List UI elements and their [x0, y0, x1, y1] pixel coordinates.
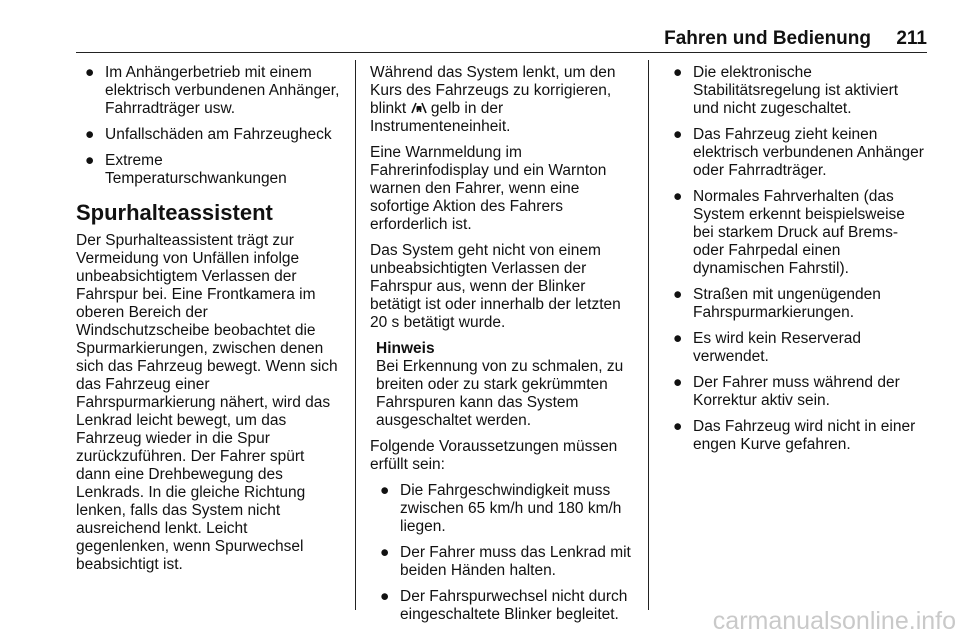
- list-item: ● Normales Fahrverhalten (das System erkennt beispielsweise bei starkem Druck auf Brems- oder Fahrpedal einen dynamischen Fahrstil).: [673, 188, 905, 277]
- header-rule: [76, 52, 927, 53]
- body-paragraph: Während das System lenkt, um den Kurs des Fahrzeugs zu korrigieren, blinkt gelb in der Instrumenteneinheit.: [370, 64, 616, 135]
- list-item: ● Unfallschäden am Fahrzeugheck: [85, 126, 332, 143]
- column-divider-2: [648, 60, 649, 610]
- bullet: ●: [673, 188, 683, 205]
- list-item: ● Der Fahrer muss das Lenkrad mit beiden Händen halten.: [380, 544, 631, 579]
- body-paragraph: Das System geht nicht von einem unbeabsichtigten Verlassen der Fahrspur aus, wenn der Blinker betätigt ist oder innerhalb der letzten 20 s betätigt wurde.: [370, 242, 621, 331]
- list-item: ● Straßen mit ungenügenden Fahrspurmarkierungen.: [673, 286, 881, 321]
- bullet: ●: [85, 126, 95, 143]
- list-item: ● Extreme Temperaturschwankungen: [85, 152, 287, 187]
- body-paragraph: Folgende Voraussetzungen müssen erfüllt sein:: [370, 438, 618, 473]
- bullet: ●: [380, 588, 390, 605]
- bullet: ●: [673, 330, 683, 347]
- bullet: ●: [673, 126, 683, 143]
- list-item: ● Die Fahrgeschwindigkeit muss zwischen 65 km/h und 180 km/h liegen.: [380, 482, 622, 535]
- section-heading: Spurhalteassistent: [76, 200, 273, 225]
- column-1: [76, 64, 342, 582]
- bullet: ●: [380, 544, 390, 561]
- page-header: [76, 28, 927, 52]
- note-heading: Hinweis: [376, 340, 435, 357]
- list-item: ● Das Fahrzeug zieht keinen elektrisch verbundenen Anhänger oder Fahrradträger.: [673, 126, 924, 179]
- list-item: ● Die elektronische Stabilitätsregelung ist aktiviert und nicht zugeschaltet.: [673, 64, 899, 117]
- column-divider-1: [355, 60, 356, 610]
- note-text: Bei Erkennung von zu schmalen, zu breiten oder zu stark gekrümmten Fahrspuren kann das System ausgeschaltet werden.: [376, 358, 624, 429]
- bullet: ●: [673, 64, 683, 81]
- watermark: carmanualsonline.info: [712, 607, 956, 635]
- body-paragraph: Der Spurhalteassistent trägt zur Vermeidung von Unfällen infolge unbeabsichtigtem Verlassen der Fahrspur bei. Eine Frontkamera im oberen Bereich der Windschutzscheibe beobachtet die Spurmarkierungen, zwischen denen sich das Fahrzeug bewegt. Wenn sich das Fahrzeug einer Fahrspurmarkierung nähert, wird das Lenkrad leicht bewegt, um das Fahrzeug wieder in die Spur zurückzuführen. Der Fahrer spürt dann eine Drehbewegung des Lenkrads. In die gleiche Richtung lenken, falls das System nicht ausreichend lenkt. Leicht gegenlenken, wenn Spurwechsel beabsichtigt ist.: [76, 232, 338, 573]
- list-item: ● Das Fahrzeug wird nicht in einer engen Kurve gefahren.: [673, 418, 916, 453]
- note-box: [370, 340, 634, 430]
- column-3: [664, 64, 926, 462]
- bullet: ●: [673, 374, 683, 391]
- column-2: [370, 64, 634, 632]
- page-number: 211: [896, 28, 927, 49]
- list-item: ● Der Fahrer muss während der Korrektur aktiv sein.: [673, 374, 900, 409]
- body-paragraph: Eine Warnmeldung im Fahrerinfodisplay und ein Warnton warnen den Fahrer, wenn eine sofortige Aktion des Fahrers erforderlich ist.: [370, 144, 607, 233]
- bullet: ●: [85, 152, 95, 169]
- bullet: ●: [85, 64, 95, 81]
- bullet: ●: [380, 482, 390, 499]
- bullet: ●: [673, 418, 683, 435]
- lane-keep-assist-icon: [411, 102, 427, 114]
- list-item: ● Im Anhängerbetrieb mit einem elektrisch verbundenen Anhänger, Fahrradträger usw.: [85, 64, 340, 117]
- chapter-title: Fahren und Bedienung: [664, 28, 871, 49]
- list-item: ● Der Fahrspurwechsel nicht durch eingeschaltete Blinker begleitet.: [380, 588, 628, 623]
- list-item: ● Es wird kein Reserverad verwendet.: [673, 330, 861, 365]
- bullet: ●: [673, 286, 683, 303]
